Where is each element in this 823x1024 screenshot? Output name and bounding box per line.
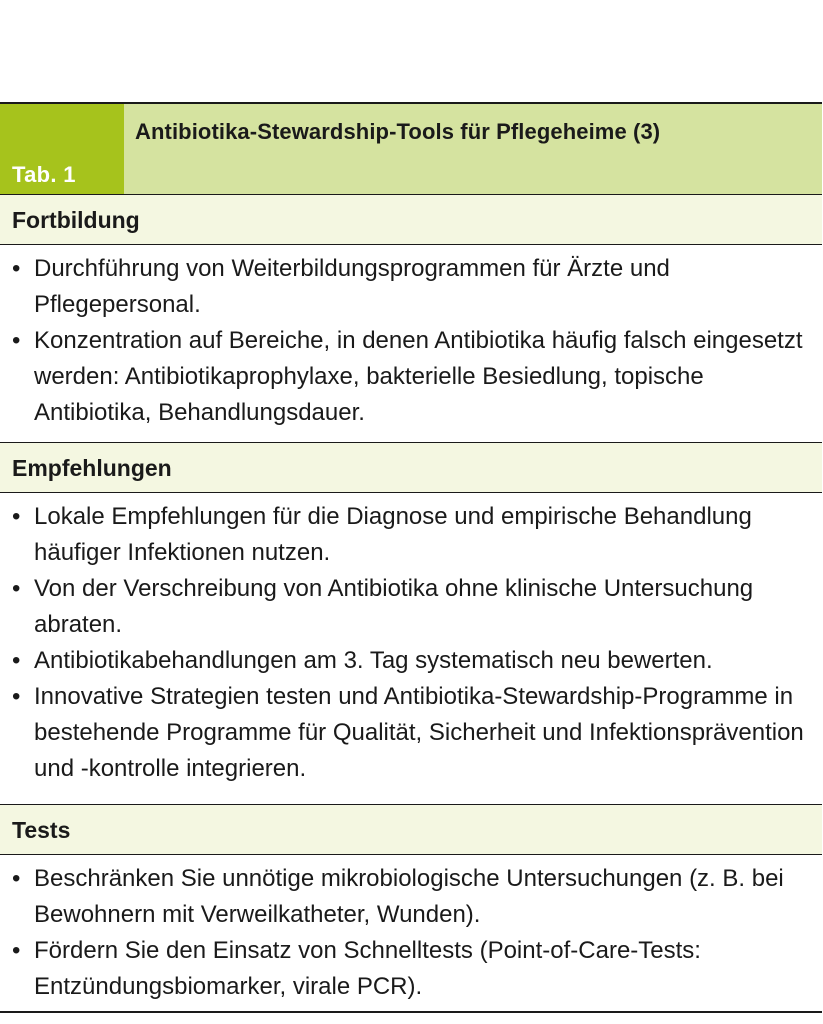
section-body-fortbildung [0, 245, 822, 443]
list-item: • Konzentration auf Bereiche, in denen Antibiotika häufig falsch eingesetzt werden: Antibiotikaprophylaxe, bakterielle Besiedlung, topische Antibiotika, Behandlungsdauer. [12, 323, 810, 431]
table-header [0, 104, 822, 195]
table-number-label: Tab. 1 [0, 104, 124, 194]
table-title: Antibiotika-Stewardship-Tools für Pflegeheime (3) [124, 104, 822, 194]
list-item: • Durchführung von Weiterbildungsprogrammen für Ärzte und Pflegepersonal. [12, 251, 810, 323]
list-item: • Innovative Strategien testen und Antibiotika-Stewardship-Programme in bestehende Programme für Qualität, Sicherheit und Infektionsprävention und -kontrolle integrieren. [12, 679, 810, 787]
stewardship-table [0, 102, 822, 1013]
section-body-tests [0, 855, 822, 1011]
section-heading-fortbildung: Fortbildung [0, 195, 822, 245]
list-item: • Antibiotikabehandlungen am 3. Tag systematisch neu bewerten. [12, 643, 810, 679]
list-item: • Lokale Empfehlungen für die Diagnose und empirische Behandlung häufiger Infektionen nutzen. [12, 499, 810, 571]
list-item: • Von der Verschreibung von Antibiotika ohne klinische Untersuchung abraten. [12, 571, 810, 643]
section-body-empfehlungen [0, 493, 822, 805]
section-heading-tests: Tests [0, 805, 822, 855]
section-heading-empfehlungen: Empfehlungen [0, 443, 822, 493]
list-item: • Beschränken Sie unnötige mikrobiologische Untersuchungen (z. B. bei Bewohnern mit Verweilkatheter, Wunden). [12, 861, 810, 933]
list-item: • Fördern Sie den Einsatz von Schnelltests (Point-of-Care-Tests: Entzündungsbiomarker, virale PCR). [12, 933, 810, 1005]
